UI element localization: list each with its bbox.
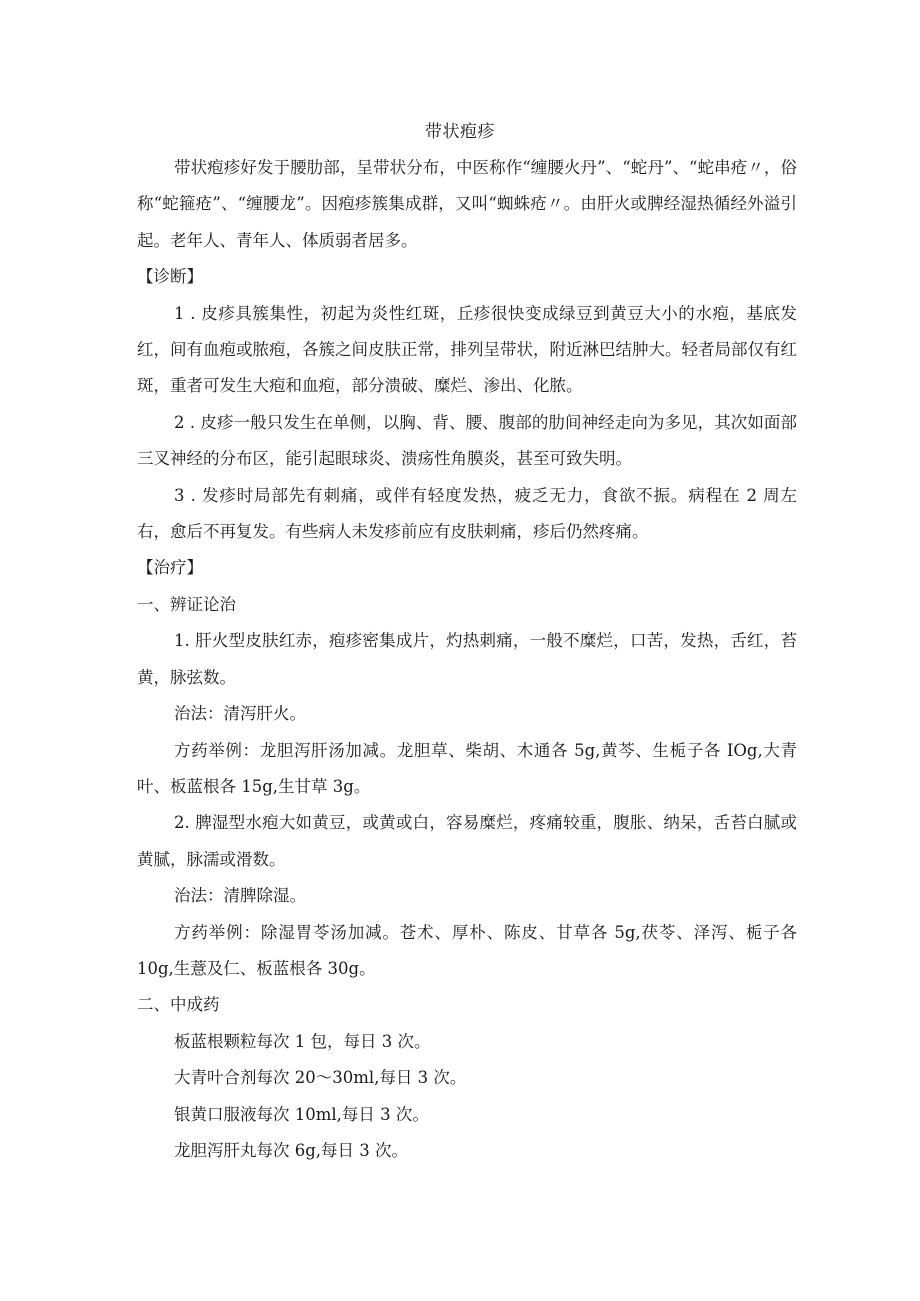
intro-paragraph: 带状疱疹好发于腰肋部，呈带状分布，中医称作“缠腰火丹”、“蛇丹”、“蛇串疮〃，俗称“蛇箍疮”、“缠腰龙”。因疱疹簇集成群，又叫“蜘蛛疮〃。由肝火或脾经湿热循经外溢引起。老年人、青年人、体质弱者居多。 [137,158,797,250]
patent-medicine-item: 板蓝根颗粒每次 1 包，每日 3 次。 [174,1031,431,1051]
diagnosis-item: 3 . 发疹时局部先有刺痛，或伴有轻度发热，疲乏无力，食欲不振。病程在 2 周左右，愈后不再复发。有些病人未发疹前应有皮肤刺痛，疹后仍然疼痛。 [137,485,797,542]
diagnosis-heading: 【诊断】 [137,267,203,287]
spleen-damp-type-method: 治法：清脾除湿。 [174,886,306,906]
document-body [137,150,797,1169]
diagnosis-item: 1 . 皮疹具簇集性，初起为炎性红斑，丘疹很快变成绿豆到黄豆大小的水疱，基底发红，间有血疱或脓疱，各簇之间皮肤正常，排列呈带状，附近淋巴结肿大。轻者局部仅有红斑，重者可发生大疱和血疱，部分溃破、糜烂、渗出、化脓。 [137,303,797,396]
treatment-part2-heading: 二、中成药 [137,995,220,1015]
treatment-heading: 【治疗】 [137,558,203,578]
diagnosis-item: 2 . 皮疹一般只发生在单侧，以胸、背、腰、腹部的肋间神经走向为多见，其次如面部三叉神经的分布区，能引起眼球炎、溃疡性角膜炎，甚至可致失明。 [137,412,797,469]
treatment-part1-heading: 一、辨证论治 [137,594,236,614]
page-title: 带状疱疹 [425,122,495,142]
liver-fire-type-formula: 方药举例：龙胆泻肝汤加减。龙胆草、柴胡、木通各 5g,黄芩、生栀子各 IOg,大青叶、板蓝根各 15g,生甘草 3g。 [137,740,797,796]
patent-medicine-item: 龙胆泻肝丸每次 6g,每日 3 次。 [174,1140,409,1160]
patent-medicine-item: 银黄口服液每次 10ml,每日 3 次。 [174,1104,429,1124]
patent-medicine-item: 大青叶合剂每次 20～30ml,每日 3 次。 [174,1068,467,1088]
spleen-damp-type-desc: 2. 脾湿型水疱大如黄豆，或黄或白，容易糜烂，疼痛较重，腹胀、纳呆，舌苔白腻或黄腻，脉濡或滑数。 [137,813,797,869]
liver-fire-type-desc: 1. 肝火型皮肤红赤，疱疹密集成片，灼热刺痛，一般不糜烂，口苦，发热，舌红，苔黄，脉弦数。 [137,631,797,687]
spleen-damp-type-formula: 方药举例：除湿胃苓汤加减。苍术、厚朴、陈皮、甘草各 5g,茯苓、泽泻、栀子各 10g,生薏及仁、板蓝根各 30g。 [137,922,797,978]
liver-fire-type-method: 治法：清泻肝火。 [174,704,306,724]
